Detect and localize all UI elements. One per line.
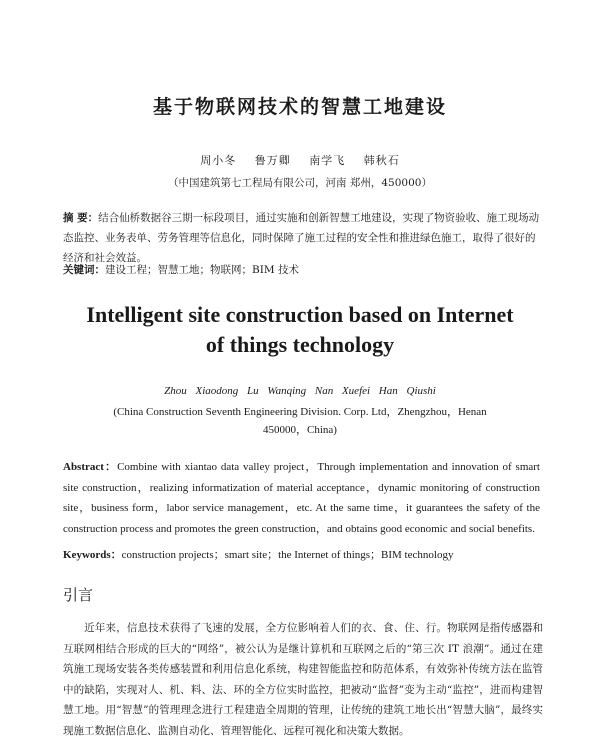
- section-heading-introduction: 引言: [63, 586, 94, 604]
- english-authors: Zhou Xiaodong Lu Wanqing Nan Xuefei Han Qiushi: [164, 385, 436, 397]
- english-keywords-label: Keywords：: [63, 549, 122, 561]
- chinese-abstract-text: 结合仙桥数据谷三期一标段项目，通过实施和创新智慧工地建设，实现了物资验收、施工现场动态监控、业务表单、劳务管理等信息化，同时保障了施工过程的安全性和推进绿色施工，取得了很好的经济和社会效益。: [63, 212, 540, 264]
- english-affiliation: (China Construction Seventh Engineering Division. Corp. Ltd，Zhengzhou，Henan 450000，China): [113, 406, 487, 436]
- english-abstract: [63, 457, 540, 539]
- english-keywords: [63, 546, 543, 562]
- chinese-title: 基于物联网技术的智慧工地建设: [152, 96, 447, 118]
- chinese-authors: 周小冬 鲁万卿 南学飞 韩秋石: [200, 154, 400, 167]
- chinese-abstract-label: 摘 要：: [63, 212, 99, 224]
- chinese-affiliation: （中国建筑第七工程局有限公司，河南 郑州，450000）: [168, 177, 432, 189]
- introduction-paragraph: [63, 618, 543, 742]
- chinese-keywords-label: 关键词：: [63, 264, 105, 276]
- english-title-line-2: of things technology: [205, 332, 395, 357]
- chinese-keywords: [63, 262, 543, 277]
- english-abstract-text: Combine with xiantao data valley project，Through implementation and innovation of smart site construction，realizing informatization of material acceptance，dynamic monitoring of construction site，business form，labor service management，etc. At the same time，it guarantees the safety of the construction process and promotes the green construction，and obtains good economic and social benefits.: [63, 461, 540, 535]
- english-title-line-1: Intelligent site construction based on Internet: [86, 302, 514, 327]
- english-abstract-label: Abstract：: [63, 461, 118, 473]
- english-keywords-text: construction projects；smart site；the Internet of things；BIM technology: [121, 549, 454, 561]
- chinese-abstract: [63, 208, 543, 268]
- introduction-text: 近年来，信息技术获得了飞速的发展，全方位影响着人们的衣、食、住、行。物联网是指传感器和互联网相结合形成的巨大的“网络”，被公认为是继计算机和互联网之后的“第三次 IT 浪潮”。通过在建筑施工现场安装各类传感装置和利用信息化系统，构建智能监控和防范体系，有效弥补传统方法在监管中的缺陷，实现对人、机、料、法、环的全方位实时监控，把被动“监督”变为主动“监控”，进而构建智慧工地。用“智慧”的管理理念进行工程建造全周期的管理，让传统的建筑工地长出“智慧大脑”，最终实现施工数据信息化、监测自动化、管理智能化、远程可视化和决策大数据。: [63, 622, 543, 737]
- chinese-keywords-text: 建设工程；智慧工地；物联网；BIM 技术: [105, 264, 299, 276]
- english-title: [0, 300, 600, 360]
